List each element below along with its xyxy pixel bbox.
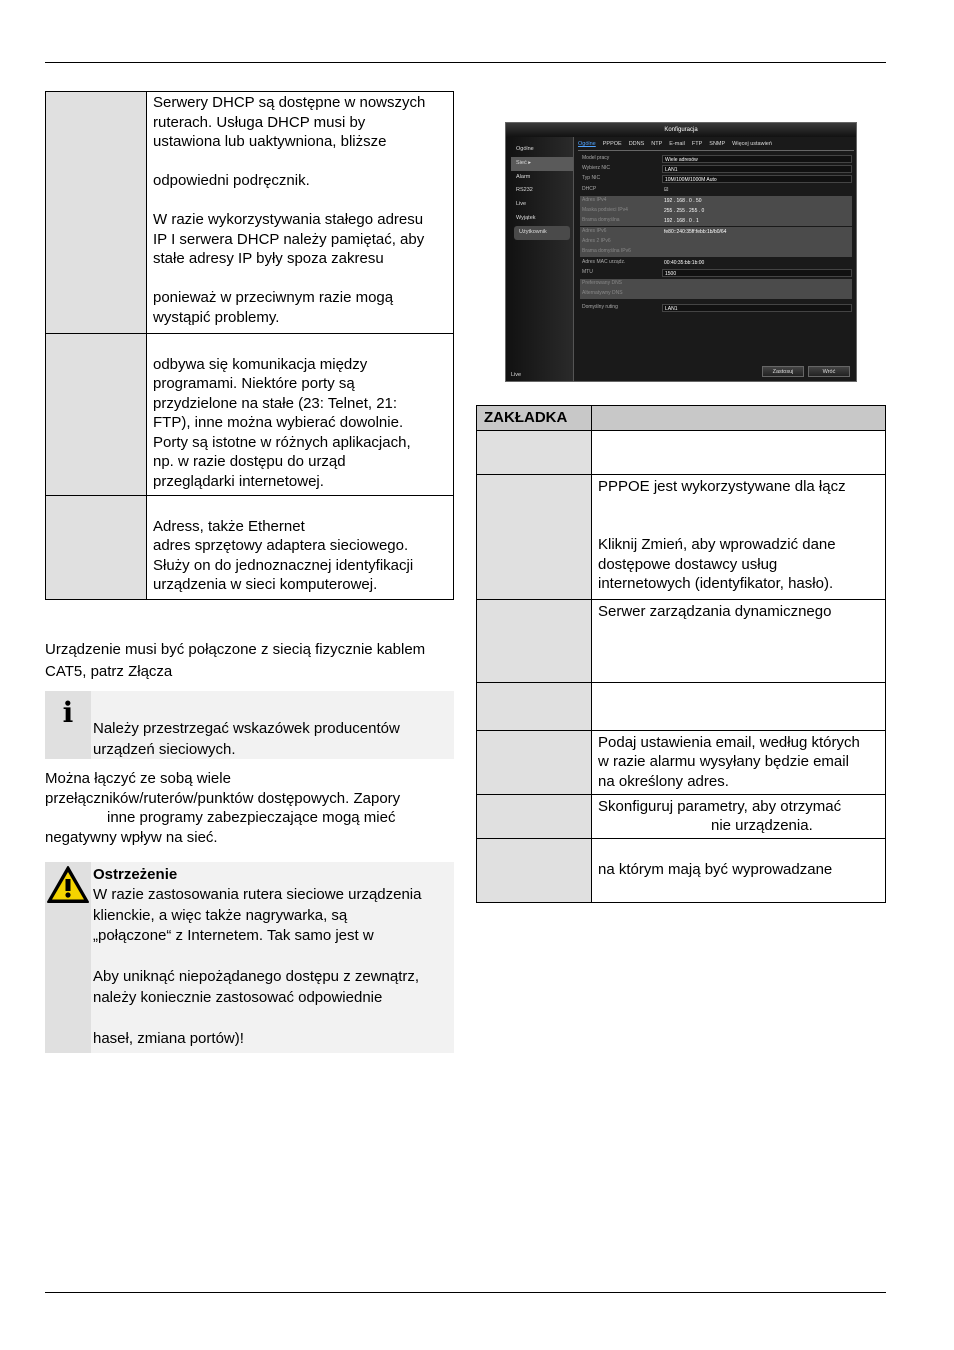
setting-label: Brama domyślna [582,217,620,223]
text-line: Urządzenie musi być połączone z siecią fizycznie kablem [45,641,426,658]
desc-cell [147,92,454,334]
settings-row [580,237,852,247]
text-line: przełączników/ruterów/punktów dostępowych. Zapory [45,789,401,807]
setting-label: Adres IPv4 [582,197,607,203]
setting-value[interactable]: LAN1 [662,304,852,313]
tab[interactable]: DDNS [628,141,645,147]
term-cell [477,683,592,731]
text-line [93,1008,421,1029]
text-line: haseł, zmiana portów)! [93,1029,244,1047]
text-line: Adress, także Ethernet [153,517,305,535]
text-line: dostępowe dostawcy usług [598,555,778,573]
term-cell [46,92,147,334]
text-line: Można łączyć ze sobą wiele [45,770,231,787]
text-line: W razie zastosowania rutera sieciowe urządzenia [93,886,422,903]
text-line: W razie wykorzystywania stałego adresu [153,211,424,228]
term-cell [477,431,592,475]
window-title: Konfiguracja [506,123,856,137]
tab[interactable]: SNMP [709,141,726,147]
text-line: urządzenia w sieci komputerowej. [153,576,378,593]
sidebar-item[interactable]: Wyjątek [516,214,536,221]
setting-value [662,280,852,289]
term-cell [46,496,147,600]
setting-label: Adres IPv6 [582,228,607,234]
desc-cell [592,731,886,795]
text-line: adres sprzętowy adaptera sieciowego. [153,537,409,554]
sidebar-item[interactable]: Live [516,201,527,208]
text-line: „połączone“ z Internetem. Tak samo jest w [93,927,374,944]
desc-cell [147,496,454,600]
sidebar-item[interactable]: RS232 [516,187,533,194]
text-line [93,947,421,968]
settings-row [580,258,852,268]
text-line: programami. Niektóre porty są [153,375,355,392]
settings-row [580,216,852,226]
svg-text:i: i [62,696,74,729]
text-line: odpowiedni podręcznik. [153,172,310,189]
settings-row [580,289,852,299]
apply-button[interactable]: Zastosuj [762,366,804,377]
settings-row [580,303,852,313]
setting-value: 255 . 255 . 255 . 0 [664,207,705,214]
text-line [153,335,447,355]
network-terms-table [45,91,454,600]
text-line: CAT5, patrz Złącza [45,662,173,680]
table-row [477,475,886,600]
settings-row [580,227,852,237]
settings-row [580,154,852,164]
paragraph [45,769,465,847]
setting-value[interactable]: ☑ [664,186,669,193]
text-line: ruterach. Usługa DHCP musi by [153,113,366,131]
text-line [153,191,447,211]
tab[interactable]: E-mail [669,141,685,147]
text-line: np. w razie dostępu do urząd [153,453,346,470]
settings-row [580,174,852,184]
sidebar-item[interactable]: Użytkownik [514,226,570,240]
desc-cell [592,683,886,731]
term-cell [477,839,592,903]
paragraph [45,640,465,681]
sidebar-item[interactable]: Ogólne [516,146,534,152]
text-line: negatywny wpływ na sieć. [45,828,218,846]
desc-cell [592,600,886,683]
column-header: ZAKŁADKA [477,406,592,431]
text-line: Skonfiguruj parametry, aby otrzymać [598,798,842,815]
settings-row [580,279,852,289]
settings-row [580,196,852,206]
text-line: inne programy zabezpieczające mogą mieć [107,809,396,827]
text-line: przeglądarki internetowej. [153,472,324,490]
text-line: urządzeń sieciowych. [93,740,236,758]
setting-value[interactable]: 1500 [662,269,852,278]
setting-label: Domyślny ruting [582,304,618,310]
text-line: w razie alarmu wysyłany będzie email [598,753,849,771]
text-line: ustawiona lub uaktywniona, bliższe [153,133,387,150]
table-header-row [477,406,886,431]
setting-value[interactable]: LAN1 [662,165,852,174]
setting-value [662,248,852,257]
term-cell [477,795,592,839]
desc-cell [592,431,886,475]
table-row [46,334,454,496]
setting-label: Maska podsieci IPv4 [582,207,628,213]
term-cell [46,334,147,496]
text-line [153,497,447,517]
footer-rule [45,1292,886,1293]
setting-value [662,238,852,247]
warning-title: Ostrzeżenie [93,866,178,883]
table-row [477,600,886,683]
text-line: Należy przestrzegać wskazówek producentów [93,720,400,737]
desc-cell [592,475,886,600]
config-screenshot [505,122,857,382]
text-line: stałe adresy IP były spoza zakresu [153,250,384,267]
text-line: Serwer zarządzania dynamicznego [598,603,832,620]
tab[interactable]: PPPOE [602,141,622,147]
text-line: internetowych (identyfikator, hasło). [598,575,834,593]
settings-row [580,247,852,257]
column-header [592,406,886,431]
table-row [477,795,886,839]
sidebar-item[interactable]: Alarm [516,173,531,180]
sidebar [506,137,574,382]
text-line: PPPOE jest wykorzystywane dla łącz [598,478,846,495]
setting-value[interactable]: Wiele adresów [662,155,852,164]
text-line [153,152,447,172]
sidebar-item[interactable]: Sieć ▸ [511,157,573,171]
back-button[interactable]: Wróć [808,366,850,377]
text-line: klienckie, a więc także nagrywarka, są [93,906,348,924]
text-line: na którym mają być wyprowadzane [598,861,833,879]
table-row [46,496,454,600]
warning-icon [45,862,91,1053]
text-line: FTP), inne można wybierać dowolnie. [153,414,404,431]
tab-bar [578,141,854,151]
tabs-table [476,405,886,903]
desc-cell [592,839,886,903]
text-line [153,269,447,289]
text-line: nie urządzenia. [711,817,813,835]
header-rule [45,62,886,63]
setting-label: Brama domyślna IPv6 [582,248,631,254]
setting-label: MTU [582,269,593,275]
info-icon [45,691,91,759]
text-line: Porty są istotne w różnych aplikacjach, [153,433,411,451]
text-line: odbywa się komunikacja między [153,355,368,373]
text-line: Aby uniknąć niepożądanego dostępu z zewnątrz, [93,968,420,985]
term-cell [477,475,592,600]
table-row [477,683,886,731]
settings-row [580,268,852,278]
setting-label: Preferowany DNS [582,280,623,286]
term-cell [477,731,592,795]
setting-value[interactable]: 10M/100M/1000M Auto [662,175,852,184]
setting-label: Wybierz NIC [582,165,611,171]
setting-label: Typ NIC [582,175,601,181]
setting-value: 192 . 168 . 0 . 1 [664,217,699,224]
setting-value: fe80::240:35ff:febb:1b/b0/64 [664,228,727,235]
setting-value[interactable]: 00:40:35:bb:1b:00 [664,259,705,266]
table-row [477,839,886,903]
setting-label: Adres MAC urządz. [582,259,626,265]
text-line: przydzielone na stałe (23: Telnet, 21: [153,394,398,412]
text-line: Serwery DHCP są dostępne w nowszych [153,94,426,111]
text-line [598,496,879,515]
setting-value [662,290,852,299]
text-line: Podaj ustawienia email, według których [598,734,860,751]
text-line: należy koniecznie zastosować odpowiednie [93,988,383,1006]
sidebar-item-live[interactable]: Live [511,372,522,379]
tab[interactable]: NTP [651,141,663,147]
warning-note [45,862,454,1053]
tab[interactable]: Więcej ustawień [732,141,772,147]
desc-cell [592,795,886,839]
tab[interactable]: Ogólne [578,141,596,147]
text-line [598,516,879,535]
setting-label: Alternatywny DNS [582,290,623,296]
text-line: Służy on do jednoznacznej identyfikacji [153,556,414,574]
settings-row [580,185,852,195]
text-line: wystąpić problemy. [153,308,280,326]
table-row [477,731,886,795]
settings-row [580,164,852,174]
desc-cell [147,334,454,496]
table-row [46,92,454,334]
term-cell [477,600,592,683]
setting-label: DHCP [582,186,597,192]
tab[interactable]: FTP [691,141,703,147]
text-line: IP I serwera DHCP należy pamiętać, aby [153,230,425,248]
text-line: Kliknij Zmień, aby wprowadzić dane [598,536,836,554]
settings-row [580,206,852,216]
text-line [598,841,879,860]
table-row [477,431,886,475]
setting-label: Adres 2 IPv6 [582,238,611,244]
text-line: na określony adres. [598,772,729,790]
setting-value: 192 . 168 . 0 . 50 [664,197,702,204]
info-note [45,691,454,759]
text-line: ponieważ w przeciwnym razie mogą [153,289,394,306]
setting-label: Model pracy [582,155,610,161]
